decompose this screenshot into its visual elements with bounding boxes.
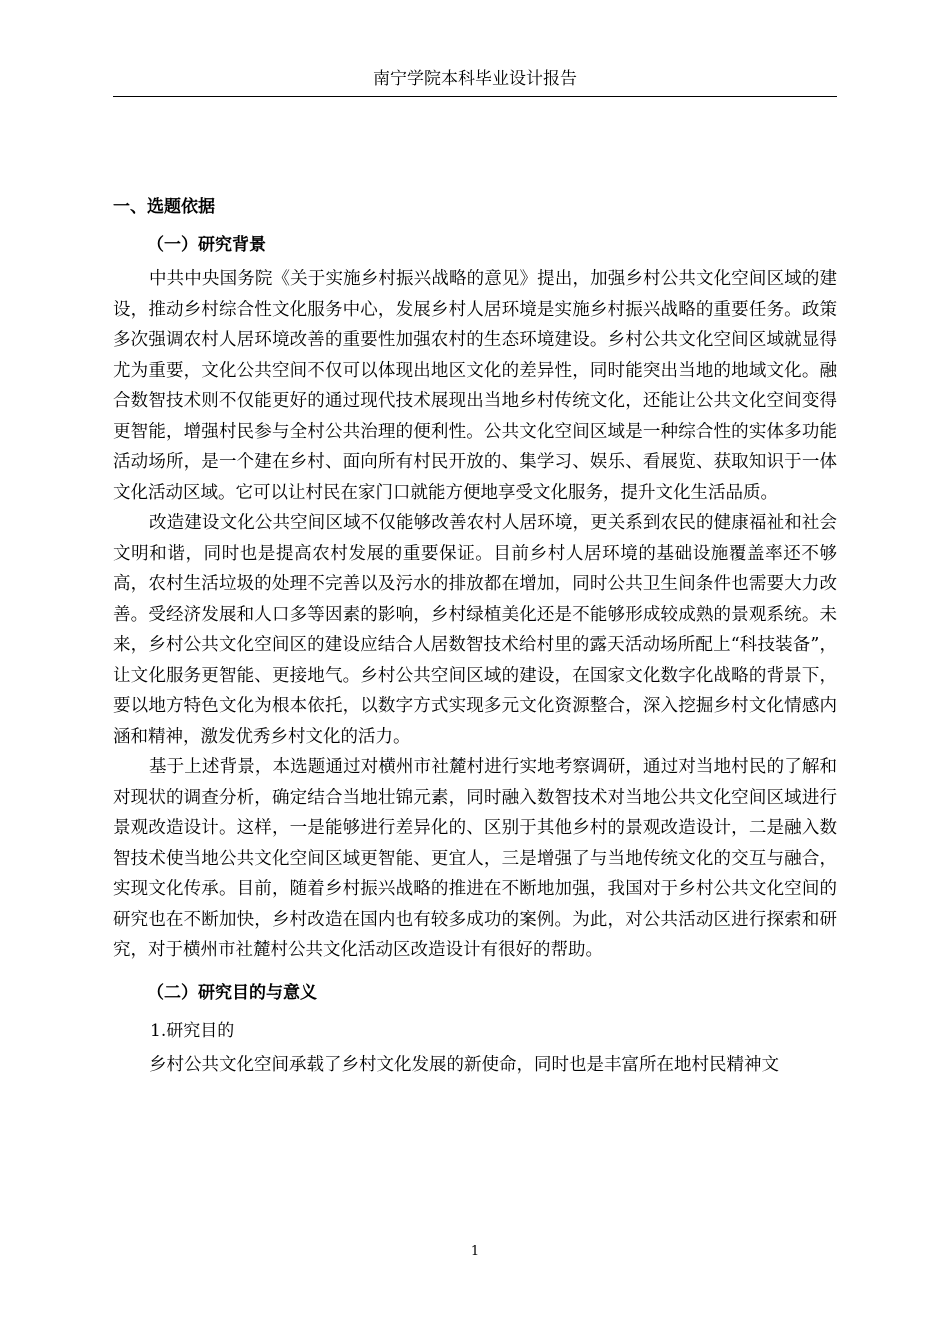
item-heading-purpose: 1.研究目的 xyxy=(150,1020,235,1041)
subsection-heading-background: （一）研究背景 xyxy=(147,235,266,255)
header-divider xyxy=(113,96,837,97)
document-body xyxy=(113,188,837,1080)
subsection-heading-purpose: （二）研究目的与意义 xyxy=(147,982,317,1003)
section-heading: 一、选题依据 xyxy=(113,197,215,217)
page-header-title: 南宁学院本科毕业设计报告 xyxy=(373,69,577,89)
spacer xyxy=(113,966,837,974)
paragraph-4: 乡村公共文化空间承载了乡村文化发展的新使命，同时也是丰富所在地村民精神文 xyxy=(149,1054,779,1075)
paragraph-1: 中共中央国务院《关于实施乡村振兴战略的意见》提出，加强乡村公共文化空间区域的建设，推动乡村综合性文化服务中心，发展乡村人居环境是实施乡村振兴战略的重要任务。政策多次强调农村人居环境改善的重要性加强农村的生态环境建设。乡村公共文化空间区域就显得尤为重要，文化公共空间不仅可以体现出地区文化的差异性，同时能突出当地的地域文化。融合数智技术则不仅能更好的通过现代技术展现出当地乡村传统文化，还能让公共文化空间变得更智能，增强村民参与全村公共治理的便利性。公共文化空间区域是一种综合性的实体多功能活动场所，是一个建在乡村、面向所有村民开放的、集学习、娱乐、看展览、获取知识于一体文化活动区域。它可以让村民在家门口就能方便地享受文化服务，提升文化生活品质。 xyxy=(113,269,837,503)
page-number: 1 xyxy=(470,1244,480,1259)
paragraph-2: 改造建设文化公共空间区域不仅能够改善农村人居环境，更关系到农民的健康福祉和社会文明和谐，同时也是提高农村发展的重要保证。目前乡村人居环境的基础设施覆盖率还不够高，农村生活垃圾的处理不完善以及污水的排放都在增加，同时公共卫生间条件也需要大力改善。受经济发展和人口多等因素的影响，乡村绿植美化还是不能够形成较成熟的景观系统。未来，乡村公共文化空间区的建设应结合人居数智技术给村里的露天活动场所配上“科技装备”，让文化服务更智能、更接地气。乡村公共空间区域的建设，在国家文化数字化战略的背景下，要以地方特色文化为根本依托，以数字方式实现多元文化资源整合，深入挖掘乡村文化情感内涵和精神，激发优秀乡村文化的活力。 xyxy=(113,513,837,747)
paragraph-3: 基于上述背景，本选题通过对横州市社麓村进行实地考察调研，通过对当地村民的了解和对现状的调查分析，确定结合当地壮锦元素，同时融入数智技术对当地公共文化空间区域进行景观改造设计。这样，一是能够进行差异化的、区别于其他乡村的景观改造设计，二是融入数智技术使当地公共文化空间区域更智能、更宜人，三是增强了与当地传统文化的交互与融合，实现文化传承。目前，随着乡村振兴战略的推进在不断地加强，我国对于乡村公共文化空间的研究也在不断加快，乡村改造在国内也有较多成功的案例。为此，对公共活动区进行探索和研究，对于横州市社麓村公共文化活动区改造设计有很好的帮助。 xyxy=(113,757,837,960)
